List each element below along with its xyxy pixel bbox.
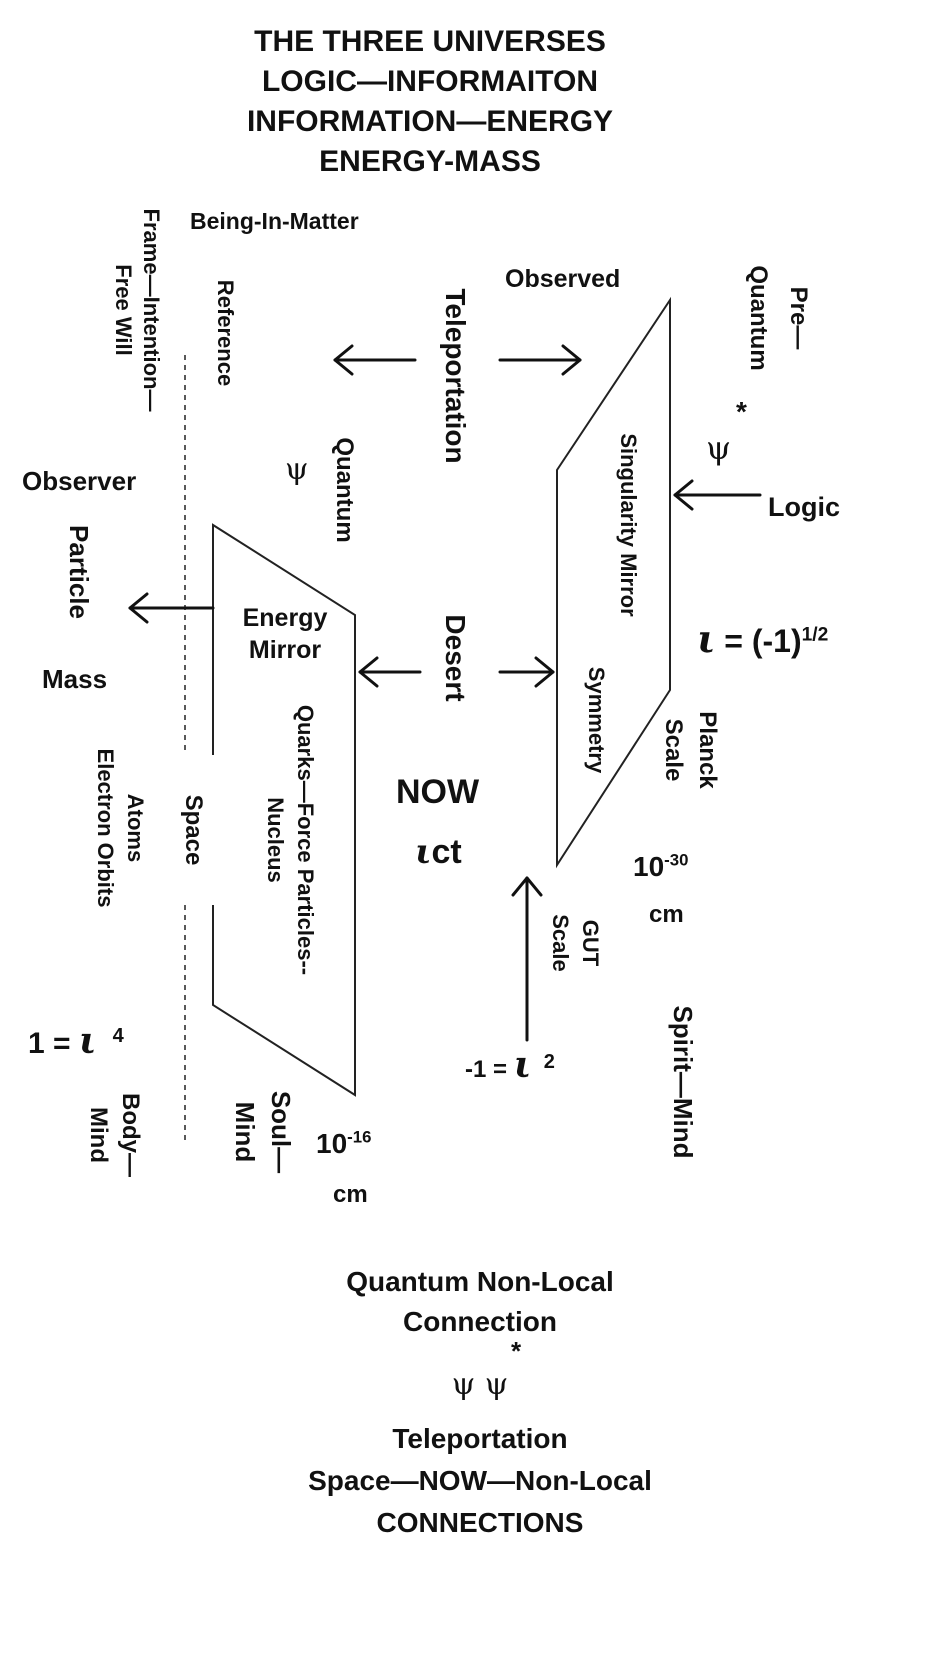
bottom-block xyxy=(230,1262,730,1342)
desert-label: Desert xyxy=(440,614,471,702)
frame-line-2: Free Will xyxy=(111,264,136,356)
ict-label xyxy=(415,832,462,872)
title-line-3: INFORMATION—ENERGY xyxy=(246,105,614,138)
singularity-mirror-trapezoid xyxy=(557,300,670,865)
atoms-text: Atoms xyxy=(123,793,148,863)
electron-orbits-text: Electron Orbits xyxy=(93,748,118,908)
pre-quantum-text: Quantum xyxy=(745,265,772,371)
symmetry-label: Symmetry xyxy=(584,666,609,774)
now-label: NOW xyxy=(396,773,480,811)
exponent-4: 4 xyxy=(112,1025,124,1047)
observed-label: Observed xyxy=(505,265,621,293)
neg1-eq-text: -1 = xyxy=(465,1056,508,1083)
ten30-base: 10 xyxy=(633,851,665,882)
body-mind-text: Mind xyxy=(85,1107,112,1163)
frame-line-1: Frame—Intention— xyxy=(139,208,164,412)
iota-symbol: ι xyxy=(78,1020,97,1062)
one-eq-text: 1 = xyxy=(28,1027,71,1060)
pre-quantum-label xyxy=(738,265,818,370)
one-eq-iota4 xyxy=(28,1020,124,1062)
psi-star-symbol: ψ xyxy=(706,429,732,467)
neg1-iota: ι xyxy=(513,1044,532,1086)
gut-text: GUT xyxy=(578,919,603,967)
soul-mind-text: Mind xyxy=(230,1101,260,1163)
cm16-label: cm xyxy=(333,1181,368,1208)
iota-sqrt-exponent: 1/2 xyxy=(801,624,829,646)
frame-intention-label xyxy=(109,209,165,412)
planck-text: Planck xyxy=(694,711,721,789)
title-line-2: LOGIC—INFORMAITON xyxy=(261,65,599,98)
title-line-1: THE THREE UNIVERSES xyxy=(254,25,606,58)
being-in-matter-label: Being-In-Matter xyxy=(190,208,359,234)
bottom-star: * xyxy=(511,1336,522,1366)
ten16-exponent: -16 xyxy=(347,1127,372,1147)
iota-sqrt-text: = (-1) xyxy=(724,623,802,659)
ten-neg16-label xyxy=(316,1127,372,1159)
particle-label: Particle xyxy=(64,525,94,619)
ict-iota: ι xyxy=(415,832,432,872)
star-symbol: * xyxy=(736,396,747,427)
energy-text: Energy xyxy=(242,604,328,632)
bottom-line-3: Teleportation xyxy=(392,1423,568,1454)
pre-text: Pre— xyxy=(785,286,812,350)
bottom-line-2: Connection xyxy=(403,1306,557,1337)
psi-quantum-symbol: ψ xyxy=(285,452,309,487)
bottom-line-4: Space—NOW—Non-Local xyxy=(308,1465,652,1496)
atoms-electron-label xyxy=(90,749,150,908)
bottom-line-1: Quantum Non-Local xyxy=(346,1266,614,1297)
planck-scale-label xyxy=(656,711,724,788)
iota-sqrt-iota: ι xyxy=(697,616,716,661)
bottom-block-2 xyxy=(230,1418,730,1544)
ten16-base: 10 xyxy=(316,1128,348,1159)
ten-neg30-label xyxy=(633,850,689,882)
ict-text: ct xyxy=(431,833,462,871)
neg1-eq-iota2 xyxy=(465,1044,555,1086)
mass-label: Mass xyxy=(42,664,108,694)
body-mind-label xyxy=(82,1093,146,1177)
spirit-mind-label: Spirit—Mind xyxy=(668,1005,698,1159)
logic-label: Logic xyxy=(768,492,840,522)
gut-scale-text: Scale xyxy=(548,914,573,972)
exponent-2: 2 xyxy=(543,1051,555,1073)
ten30-exponent: -30 xyxy=(664,850,689,870)
soul-mind-label xyxy=(227,1091,299,1173)
quarks-text: Quarks—Force Particles-- xyxy=(293,704,318,976)
reference-label: Reference xyxy=(213,279,238,387)
quantum-center-label: Quantum xyxy=(331,437,358,543)
observer-label: Observer xyxy=(22,466,137,496)
nucleus-text: Nucleus xyxy=(263,797,288,883)
quarks-nucleus-label xyxy=(260,705,320,975)
bottom-psi-psi: ψ ψ xyxy=(451,1367,509,1402)
planck-scale-text: Scale xyxy=(660,718,687,782)
gut-scale-label xyxy=(545,914,605,972)
soul-text: Soul— xyxy=(266,1090,296,1174)
cm30-label: cm xyxy=(649,901,684,928)
energy-mirror-label xyxy=(225,602,345,666)
mirror-text: Mirror xyxy=(248,636,322,664)
bottom-line-5: CONNECTIONS xyxy=(376,1507,584,1538)
title-line-4: ENERGY-MASS xyxy=(319,145,541,178)
iota-sqrt-label xyxy=(697,616,829,661)
body-text: Body— xyxy=(117,1093,144,1177)
singularity-mirror-label: Singularity Mirror xyxy=(616,433,641,617)
teleportation-label: Teleportation xyxy=(440,288,471,464)
space-label: Space xyxy=(180,794,207,866)
